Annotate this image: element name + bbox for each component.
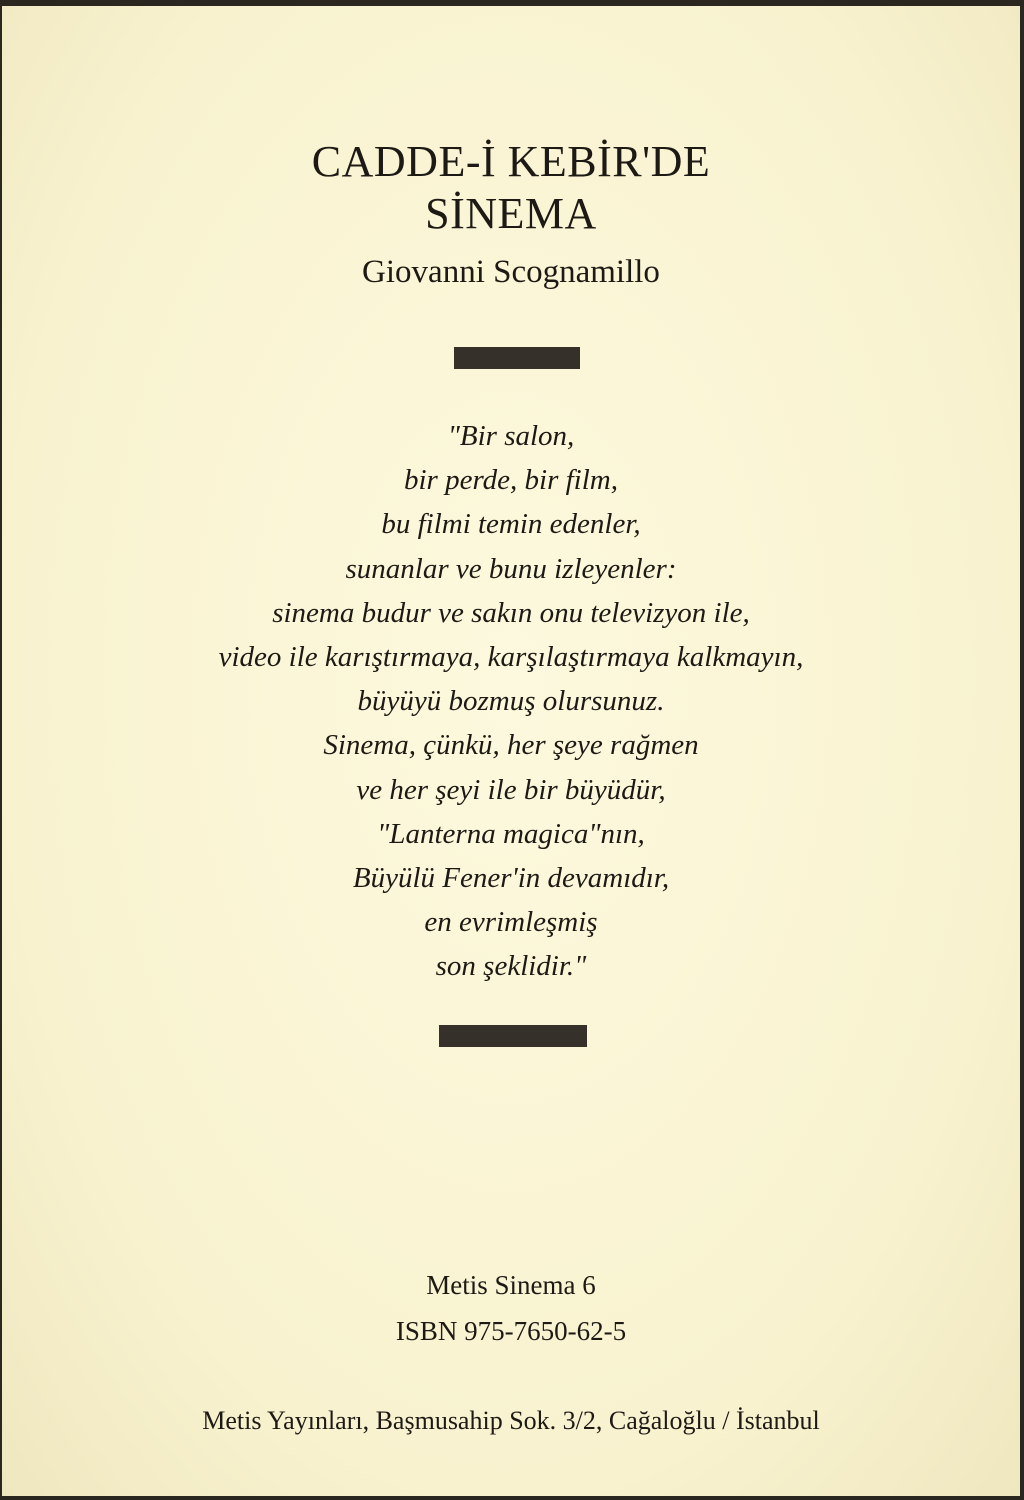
quote-line: "Lanterna magica"nın, — [377, 817, 645, 850]
quote-line: sunanlar ve bunu izleyenler: — [345, 552, 677, 585]
quote-line: en evrimleşmiş — [424, 906, 598, 939]
quote-line: ve her şeyi ile bir büyüdür, — [356, 773, 666, 806]
book-back-cover — [2, 6, 1020, 1496]
quote-line: Büyülü Fener'in devamıdır, — [352, 862, 670, 895]
quote-line: son şeklidir." — [435, 950, 587, 983]
bottom-divider-bar — [439, 1025, 587, 1047]
quote-line: sinema budur ve sakın onu televizyon ile, — [272, 596, 750, 629]
isbn-label: ISBN 975-7650-62-5 — [395, 1316, 627, 1346]
publisher-address: Metis Yayınları, Başmusahip Sok. 3/2, Cağaloğlu / İstanbul — [202, 1406, 820, 1435]
series-label: Metis Sinema 6 — [426, 1270, 596, 1300]
quote-line: bu filmi temin edenler, — [381, 508, 641, 541]
top-divider-bar — [454, 347, 580, 369]
quote-line: video ile karıştırmaya, karşılaştırmaya kalkmayın, — [218, 641, 804, 674]
quote-line: Sinema, çünkü, her şeye rağmen — [323, 729, 699, 762]
book-title-line-2: SİNEMA — [425, 189, 597, 238]
quote-line: "Bir salon, — [447, 420, 575, 452]
book-title-line-1: CADDE-İ KEBİR'DE — [311, 137, 711, 186]
quote-block — [2, 414, 1020, 989]
quote-line: bir perde, bir film, — [403, 464, 618, 497]
book-author: Giovanni Scognamillo — [362, 254, 660, 290]
quote-line: büyüyü bozmuş olursunuz. — [357, 685, 665, 718]
